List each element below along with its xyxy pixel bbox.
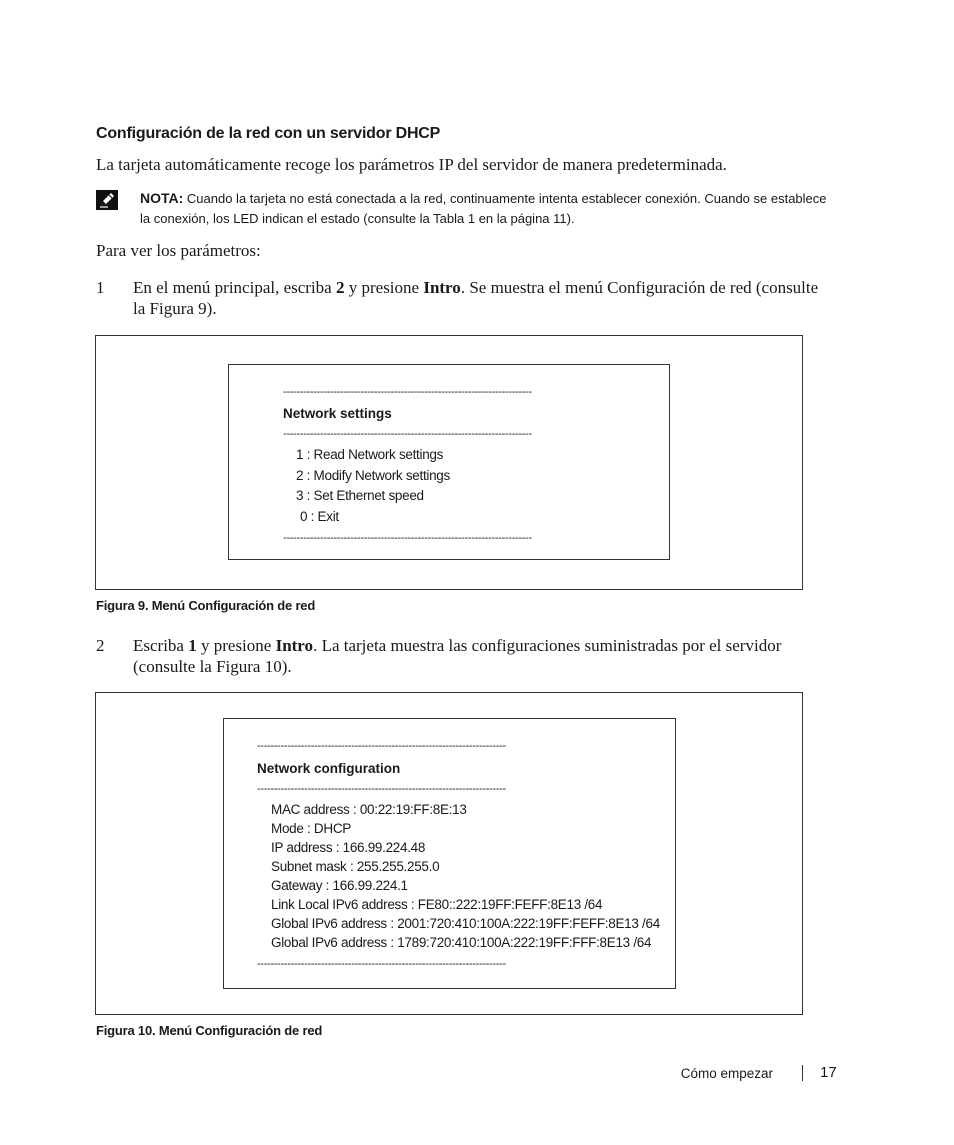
pencil-note-icon bbox=[96, 190, 118, 210]
note-text bbox=[140, 188, 840, 229]
console-divider: -------------------------------------------------------------------------- bbox=[283, 533, 532, 544]
step-2 bbox=[96, 635, 836, 679]
menu-item-ethernet-speed: 3 : Set Ethernet speed bbox=[296, 488, 424, 503]
footer-section-name: Cómo empezar bbox=[680, 1066, 773, 1081]
menu-item-read-network: 1 : Read Network settings bbox=[296, 447, 444, 462]
step-1 bbox=[96, 277, 836, 321]
step-key: 2 bbox=[335, 278, 345, 297]
footer-divider bbox=[802, 1065, 803, 1081]
config-global-ipv6-2: Global IPv6 address : 1789:720:410:100A:222:19FF:FFF:8E13 /64 bbox=[271, 935, 652, 950]
console-divider: -------------------------------------------------------------------------- bbox=[257, 784, 506, 795]
note-label: NOTA: bbox=[140, 190, 184, 206]
console-divider: -------------------------------------------------------------------------- bbox=[283, 429, 532, 440]
figure-10-frame bbox=[95, 692, 803, 1015]
step-number: 2 bbox=[96, 636, 105, 655]
step-text-pre: Escriba bbox=[133, 636, 189, 655]
step-text-mid: y presione bbox=[344, 278, 424, 297]
config-subnet-mask: Subnet mask : 255.255.255.0 bbox=[271, 859, 440, 874]
network-configuration-console bbox=[223, 718, 676, 989]
note-body: Cuando la tarjeta no está conectada a la red, continuamente intenta establecer conexión. Cuando se establece la conexión, los LED indican el estado (consulte la Tabla 1 en la página 11). bbox=[140, 191, 827, 226]
section-title: Configuración de la red con un servidor DHCP bbox=[96, 125, 441, 142]
step-text-post: . Se muestra el menú Configuración de red (consulte la Figura 9). bbox=[133, 278, 819, 318]
figure-10-caption: Figura 10. Menú Configuración de red bbox=[96, 1023, 323, 1038]
config-mode: Mode : DHCP bbox=[271, 821, 351, 836]
params-lead: Para ver los parámetros: bbox=[96, 241, 261, 260]
step-text-mid: y presione bbox=[196, 636, 276, 655]
step-key: 1 bbox=[188, 636, 197, 655]
config-gateway: Gateway : 166.99.224.1 bbox=[271, 878, 408, 893]
console-divider: -------------------------------------------------------------------------- bbox=[283, 387, 532, 398]
step-text bbox=[133, 635, 833, 677]
console-title: Network settings bbox=[283, 406, 392, 421]
config-ip-address: IP address : 166.99.224.48 bbox=[271, 840, 426, 855]
step-text bbox=[133, 277, 833, 319]
console-title: Network configuration bbox=[257, 761, 401, 776]
step-text-post: . La tarjeta muestra las configuraciones suministradas por el servidor (consulte la Figura 10). bbox=[133, 636, 782, 676]
step-action: Intro bbox=[275, 636, 314, 655]
network-settings-console bbox=[228, 364, 670, 560]
page-number: 17 bbox=[820, 1064, 837, 1081]
menu-item-modify-network: 2 : Modify Network settings bbox=[296, 468, 450, 483]
menu-item-exit: 0 : Exit bbox=[300, 509, 339, 524]
console-divider: -------------------------------------------------------------------------- bbox=[257, 741, 506, 752]
figure-9-frame bbox=[95, 335, 803, 590]
intro-paragraph: La tarjeta automáticamente recoge los parámetros IP del servidor de manera predeterminada. bbox=[96, 155, 727, 174]
figure-9-caption: Figura 9. Menú Configuración de red bbox=[96, 598, 316, 613]
config-link-local-ipv6: Link Local IPv6 address : FE80::222:19FF:FEFF:8E13 /64 bbox=[271, 897, 603, 912]
step-number: 1 bbox=[96, 278, 105, 297]
step-action: Intro bbox=[423, 278, 461, 297]
config-mac-address: MAC address : 00:22:19:FF:8E:13 bbox=[271, 802, 467, 817]
console-divider: -------------------------------------------------------------------------- bbox=[257, 959, 506, 970]
step-text-pre: En el menú principal, escriba bbox=[133, 278, 336, 297]
config-global-ipv6-1: Global IPv6 address : 2001:720:410:100A:222:19FF:FEFF:8E13 /64 bbox=[271, 916, 660, 931]
